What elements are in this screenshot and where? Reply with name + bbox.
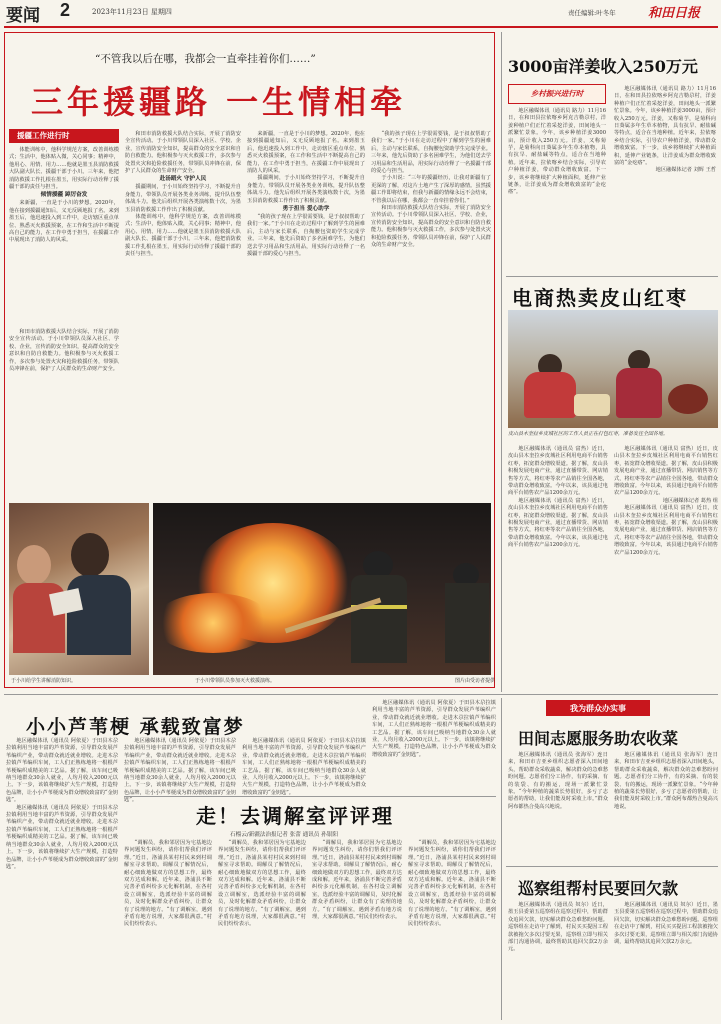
feature-subhead-2: 赴汤蹈火 守护人民 <box>159 176 207 183</box>
article-para: 地区融媒体讯（通讯员 奴尔）近日，墨玉县委第五巡察组在巡察过程中，帮助群众追回欠款，切实解决群众急难愁盼问题。巡察组在走访中了解到，村民买买提因工程款被拖欠多次讨要无果，巡察组立即与相关部门沟通协调，最终帮助其追回欠款2万余元。 <box>614 902 718 946</box>
article-para: 地区融媒体讯（通讯员 奴尔）近日，墨玉县委第五巡察组在巡察过程中，帮助群众追回欠款，切实解决群众急难愁盼问题。巡察组在走访中了解到，村民买买提因工程款被拖欠多次讨要无果，巡察组立即与相关部门沟通协调，最终帮助其追回欠款2万余元。 <box>508 902 608 953</box>
page-number: 2 <box>60 0 71 20</box>
photo-firefighting-drill <box>153 503 491 675</box>
column-divider <box>501 32 502 692</box>
article-volunteer-body-b <box>614 752 718 862</box>
article-para: 地区融媒体讯（通讯员 阿依夏）于田县木尕拉镇利用当地丰富的芦苇资源，引导群众发展芦苇编织产业，带动群众就近就业增收。走进木尕拉镇芦苇编织车间，工人们正熟练地将一根根芦苇梗编织成精美的工艺品。据了解，该车间已吸纳当地群众30余人就业，人均月收入2000元以上。下一步，该镇将继续扩大生产规模，打造特色品牌，让小小芦苇梗成为群众增收致富的“金钥匙”。 <box>6 804 118 870</box>
section-rule <box>506 866 718 867</box>
article-para: 地区融媒体讯（通讯员 阿依夏）于田县木尕拉镇利用当地丰富的芦苇资源，引导群众发展芦苇编织产业，带动群众就近就业增收。走进木尕拉镇芦苇编织车间，工人们正熟练地将一根根芦苇梗编织成精美的工艺品。据了解，该车间已吸纳当地群众30余人就业，人均月收入2000元以上。下一步，该镇将继续扩大生产规模，打造特色品牌，让小小芦苇梗成为群众增收致富的“金钥匙”。 <box>242 738 366 796</box>
article-reed-col-1 <box>6 738 118 1020</box>
article-para: 地区融媒体讯（通讯员 张海军）连日来，和田市吉亚乡组织志愿者深入田间地头，帮助群众采收蔬菜，解决群众的急难愁盼问题。志愿者们分工协作，有的采摘、有的装袋、有的搬运，现场一派繁忙景象。“今年种植的蔬菜长势很好，多亏了志愿者的帮助，让我们能及时采收上市。”群众阿布都热合曼高兴地说。 <box>508 752 608 810</box>
feature-col-1 <box>9 147 119 327</box>
article-mediation-col-2 <box>218 840 306 1020</box>
article-mediation-col-1 <box>124 840 212 1020</box>
article-para: 地区融媒体讯（通讯员 富热）近日，皮山县木奎拉乡皮城社区利用电商平台销售红枣，拓宽群众增收渠道。据了解，皮山县积极发展电商产业，通过直播带货、网店销售等方式，将红枣等农产品销往全国各地，带动群众增收致富。今年以来，该县通过电商平台销售农产品1200余万元。 <box>614 505 718 556</box>
article-volunteer-headline: 田间志愿服务助农收菜 <box>518 729 679 748</box>
article-para: 地区融媒体讯（通讯员 张海军）连日来，和田市吉亚乡组织志愿者深入田间地头，帮助群众采收蔬菜，解决群众的急难愁盼问题。志愿者们分工协作，有的采摘、有的装袋、有的搬运，现场一派繁忙景象。“今年种植的蔬菜长势很好，多亏了志愿者的帮助，让我们能及时采收上市。”群众阿布都热合曼高兴地说。 <box>614 752 718 810</box>
feature-para: 体能训练中，他科学规范方案，改善训练模式；生活中，他体贴入微，关心同事；精神中，他用心、用情、用力……他就是墨玉县消防救援大队副大队长、援疆干部于小川。三年来，他把消防救援工作扎根在墨玉，用实际行动诠释了援疆干部的责任与担当。 <box>9 147 119 191</box>
feature-para: 和田市消防救援大队结合实际，开展了消防安全宣传活动。于小川带领队员深入社区、学校、企业，宣传消防安全知识，提高群众的安全意识和自防自救能力。他积极参与灭火救援工作，多次参与处置火灾和抢险救援任务，带领队员冲锋在前，保护了人民群众的生命财产安全。 <box>125 131 241 175</box>
column-divider-bottom <box>501 698 502 1020</box>
section-name: 要闻 <box>6 6 40 26</box>
feature-para: 来新疆，一直是于小川的梦想。2020年，他在接到援疆通知后，义无反顾地报了名。来到墨玉后，他迅速投入到工作中，走访辖区重点单位、熟悉灭火救援预案，在工作和生活中不断提高自己的能力，在工作中勇于担当，在援疆工作中展现出了消防人的风采。 <box>9 200 119 244</box>
newspaper-logo: 和田日报 <box>648 6 701 21</box>
header-rule <box>4 26 718 28</box>
page-header <box>0 0 721 26</box>
bottom-section-rule <box>4 694 718 695</box>
article-dates-body-b <box>614 446 718 678</box>
caption-1: 于小川给学生讲解消防知识。 <box>11 678 77 684</box>
feature-col-4 <box>371 131 491 497</box>
article-para: 地区融媒体讯（通讯员 路力）11月16日，在和田县拉依喀乡阿克吉勒尕村，洋姜种植户们正忙着采挖洋姜，田间地头一派繁忙景象。今年，该乡种植洋姜3000亩，预计收入250万元。洋姜，又称菊芋，是菊科向日葵属多年生草本植物，具有抗旱、耐盐碱等特点，适合在当地种植。近年来，拉依喀乡结合实际，引导农户种植洋姜，带动群众增收致富。下一步，该乡将继续扩大种植面积，延伸产业链条，让洋姜成为群众增收致富的“金疙瘩”。 <box>614 86 716 167</box>
feature-quote: “不管我以后在哪，我都会一直牵挂着你们……” <box>95 53 316 65</box>
article-para: “调解员，我和邻居因为宅基地边界问题发生纠纷，请你们帮我们评评理。”近日，洛浦县某村村民来到村调解室寻求帮助。调解员了解情况后，耐心细致地做双方的思想工作，最终双方达成和解。近年来，洛浦县不断完善矛盾纠纷多元化解机制，在各村设立调解室，选派经验丰富的调解员，及时化解群众矛盾纠纷，让群众有了说理的地方。“有了调解室，遇到矛盾有地方说理，大家都很满意。”村民们纷纷表示。 <box>408 840 496 928</box>
feature-para: 和田市消防救援大队结合实际，开展了消防安全宣传活动。于小川带领队员深入社区、学校、企业，宣传消防安全知识，提高群众的安全意识和自防自救能力。他积极参与灭火救援工作，多次参与处置火灾和抢险救援任务，带领队员冲锋在前，保护了人民群众的生命财产安全。 <box>9 329 119 373</box>
feature-subhead-3: 勇于担当 爱心助学 <box>282 206 330 213</box>
feature-para: 于小川说：“三年的援疆经历，让我对新疆有了更深的了解，对这片土地产生了深厚的感情。虽然援疆工作即将结束，但我与新疆的情缘永远不会结束，不管我以后在哪，我都会一直牵挂着你们。” <box>371 175 491 204</box>
article-reed-col-4 <box>372 700 496 798</box>
feature-para: “我的孩子现在上学很需要钱，是于叔叔帮助了我们一家。”于小川在走访过程中了解到学生的困难后，主动与家长联系，自掏腰包资助学生完成学业。三年来，他先后资助了多名困难学生，为他们送去学习用品和生活用品，用实际行动诠释了一名援疆干部的爱心与担当。 <box>247 214 365 258</box>
article-para: 地区融媒体讯（通讯员 路力）11月16日，在和田县拉依喀乡阿克吉勒尕村，洋姜种植户们正忙着采挖洋姜，田间地头一派繁忙景象。今年，该乡种植洋姜3000亩，预计收入250万元。洋姜，又称菊芋，是菊科向日葵属多年生草本植物，具有抗旱、耐盐碱等特点，适合在当地种植。近年来，拉依喀乡结合实际，引导农户种植洋姜，带动群众增收致富。下一步，该乡将继续扩大种植面积，延伸产业链条，让洋姜成为群众增收致富的“金疙瘩”。 <box>508 108 606 196</box>
article-para: 地区融媒体讯（通讯员 富热）近日，皮山县木奎拉乡皮城社区利用电商平台销售红枣，拓宽群众增收渠道。据了解，皮山县积极发展电商产业，通过直播带货、网店销售等方式，将红枣等农产品销往全国各地，带动群众增收致富。今年以来，该县通过电商平台销售农产品1200余万元。 <box>508 497 608 549</box>
article-mediation-col-3 <box>312 840 402 1020</box>
photo-student-lesson <box>9 503 149 675</box>
feature-para: 和田市消防救援大队结合实际，开展了消防安全宣传活动。于小川带领队员深入社区、学校、企业，宣传消防安全知识，提高群众的安全意识和自防自救能力。他积极参与灭火救援工作，多次参与处置火灾和抢险救援任务，带领队员冲锋在前，保护了人民群众的生命财产安全。 <box>371 205 491 249</box>
photo-jujube-packing <box>508 310 718 428</box>
feature-col-1b <box>9 329 119 497</box>
article-para: “调解员，我和邻居因为宅基地边界问题发生纠纷，请你们帮我们评评理。”近日，洛浦县某村村民来到村调解室寻求帮助。调解员了解情况后，耐心细致地做双方的思想工作，最终双方达成和解。近年来，洛浦县不断完善矛盾纠纷多元化解机制，在各村设立调解室，选派经验丰富的调解员，及时化解群众矛盾纠纷，让群众有了说理的地方。“有了调解室，遇到矛盾有地方说理，大家都很满意。”村民们纷纷表示。 <box>218 840 306 928</box>
article-para: 地区融媒体讯（通讯员 阿依夏）于田县木尕拉镇利用当地丰富的芦苇资源，引导群众发展芦苇编织产业，带动群众就近就业增收。走进木尕拉镇芦苇编织车间，工人们正熟练地将一根根芦苇梗编织成精美的工艺品。据了解，该车间已吸纳当地群众30余人就业，人均月收入2000元以上。下一步，该镇将继续扩大生产规模，打造特色品牌，让小小芦苇梗成为群众增收致富的“金钥匙”。 <box>124 738 236 804</box>
section-rule <box>124 796 496 797</box>
section-rule <box>506 276 718 277</box>
article-yam-body-a <box>508 108 606 270</box>
feature-para: 体能训练中，他科学规范方案，改善训练模式；生活中，他体贴入微，关心同事；精神中，他用心、用情、用力……他就是墨玉县消防救援大队副大队长、援疆干部于小川。三年来，他把消防救援工作扎根在墨玉，用实际行动诠释了援疆干部的责任与担当。 <box>125 214 241 258</box>
article-mediation-byline: 石榴云/新疆法治报记者 张蕾 通讯员 孙银阳 <box>230 832 338 838</box>
article-dates-body-a <box>508 446 608 678</box>
feature-subhead-1: 倾情援疆 踔厉奋发 <box>40 192 88 199</box>
article-para: 地区融媒体讯（通讯员 阿依夏）于田县木尕拉镇利用当地丰富的芦苇资源，引导群众发展芦苇编织产业，带动群众就近就业增收。走进木尕拉镇芦苇编织车间，工人们正熟练地将一根根芦苇梗编织成精美的工艺品。据了解，该车间已吸纳当地群众30余人就业，人均月收入2000元以上。下一步，该镇将继续扩大生产规模，打造特色品牌，让小小芦苇梗成为群众增收致富的“金钥匙”。 <box>6 738 118 804</box>
article-mediation-headline: 走！去调解室评评理 <box>196 804 394 828</box>
feature-para: 来新疆，一直是于小川的梦想。2020年，他在接到援疆通知后，义无反顾地报了名。来到墨玉后，他迅速投入到工作中，走访辖区重点单位、熟悉灭火救援预案，在工作和生活中不断提高自己的能力，在工作中勇于担当，在援疆工作中展现出了消防人的风采。 <box>247 131 365 175</box>
feature-tag <box>9 129 119 143</box>
article-dates-headline: 电商热卖皮山红枣 <box>512 286 688 310</box>
rural-revival-banner <box>508 84 606 104</box>
feature-para: 援疆期间，于小川始终坚持学习，不断提升自身能力，带领队员开展各类业务训练，提升队伍整体战斗力。他先后组织开展各类演练数十次，为墨玉县消防救援工作作出了积极贡献。 <box>247 175 365 204</box>
feature-col-3 <box>247 131 365 497</box>
article-credit: 地区融媒体记者 葛热 组 <box>662 497 718 504</box>
article-reed-headline: 小小芦苇梗 承载致富梦 <box>26 716 245 738</box>
article-para: 地区融媒体讯（通讯员 阿依夏）于田县木尕拉镇利用当地丰富的芦苇资源，引导群众发展芦苇编织产业，带动群众就近就业增收。走进木尕拉镇芦苇编织车间，工人们正熟练地将一根根芦苇梗编织成精美的工艺品。据了解，该车间已吸纳当地群众30余人就业，人均月收入2000元以上。下一步，该镇将继续扩大生产规模，打造特色品牌，让小小芦苇梗成为群众增收致富的“金钥匙”。 <box>372 700 496 758</box>
article-para: “调解员，我和邻居因为宅基地边界问题发生纠纷，请你们帮我们评评理。”近日，洛浦县某村村民来到村调解室寻求帮助。调解员了解情况后，耐心细致地做双方的思想工作，最终双方达成和解。近年来，洛浦县不断完善矛盾纠纷多元化解机制，在各村设立调解室，选派经验丰富的调解员，及时化解群众矛盾纠纷，让群众有了说理的地方。“有了调解室，遇到矛盾有地方说理，大家都很满意。”村民们纷纷表示。 <box>124 840 212 928</box>
feature-tag-label: 援疆工作进行时 <box>17 131 70 140</box>
service-banner <box>546 700 650 716</box>
article-reed-col-3 <box>242 738 366 796</box>
editor-credit: 责任编辑:叶冬年 <box>568 9 616 17</box>
feature-headline: 三年援疆路 一生情相牵 <box>31 83 407 121</box>
service-banner-label: 我为群众办实事 <box>570 703 626 713</box>
caption-3: 图片由受访者提供 <box>454 678 495 684</box>
caption-2: 于小川带领队员参加灭火救援演练。 <box>195 678 276 684</box>
date-line: 2023年11月23日 星期四 <box>92 8 172 16</box>
caption-dates-photo: 皮山县木奎拉乡皮城社区的工作人员正在打包红枣，准备发往全国各地。 <box>508 431 669 437</box>
article-mediation-col-4 <box>408 840 496 1020</box>
article-credit: 地区融媒体记者 刘辉 王哲 <box>655 167 716 174</box>
article-para: 地区融媒体讯（通讯员 富热）近日，皮山县木奎拉乡皮城社区利用电商平台销售红枣，拓宽群众增收渠道。据了解，皮山县积极发展电商产业，通过直播带货、网店销售等方式，将红枣等农产品销往全国各地，带动群众增收致富。今年以来，该县通过电商平台销售农产品1200余万元。 <box>508 446 608 497</box>
feature-para: 援疆期间，于小川始终坚持学习，不断提升自身能力，带领队员开展各类业务训练，提升队伍整体战斗力。他先后组织开展各类演练数十次，为墨玉县消防救援工作作出了积极贡献。 <box>125 184 241 213</box>
article-para: 地区融媒体讯（通讯员 富热）近日，皮山县木奎拉乡皮城社区利用电商平台销售红枣，拓宽群众增收渠道。据了解，皮山县积极发展电商产业，通过直播带货、网店销售等方式，将红枣等农产品销往全国各地，带动群众增收致富。今年以来，该县通过电商平台销售农产品1200余万元。 <box>614 446 718 497</box>
article-inspection-body-a <box>508 902 608 1020</box>
article-inspection-headline: 巡察组帮村民要回欠款 <box>518 879 679 898</box>
article-volunteer-body-a <box>508 752 608 862</box>
article-para: “调解员，我和邻居因为宅基地边界问题发生纠纷，请你们帮我们评评理。”近日，洛浦县某村村民来到村调解室寻求帮助。调解员了解情况后，耐心细致地做双方的思想工作，最终双方达成和解。近年来，洛浦县不断完善矛盾纠纷多元化解机制，在各村设立调解室，选派经验丰富的调解员，及时化解群众矛盾纠纷，让群众有了说理的地方。“有了调解室，遇到矛盾有地方说理，大家都很满意。”村民们纷纷表示。 <box>312 840 402 921</box>
article-yam-headline: 3000亩洋姜收入250万元 <box>508 57 698 76</box>
feature-article <box>4 32 495 688</box>
article-inspection-body-b <box>614 902 718 1020</box>
feature-col-2 <box>125 131 241 497</box>
feature-para: “我的孩子现在上学很需要钱，是于叔叔帮助了我们一家。”于小川在走访过程中了解到学生的困难后，主动与家长联系，自掏腰包资助学生完成学业。三年来，他先后资助了多名困难学生，为他们送去学习用品和生活用品，用实际行动诠释了一名援疆干部的爱心与担当。 <box>371 131 491 175</box>
rural-revival-label: 乡村振兴进行时 <box>530 89 584 98</box>
article-yam-body-b <box>614 86 716 270</box>
